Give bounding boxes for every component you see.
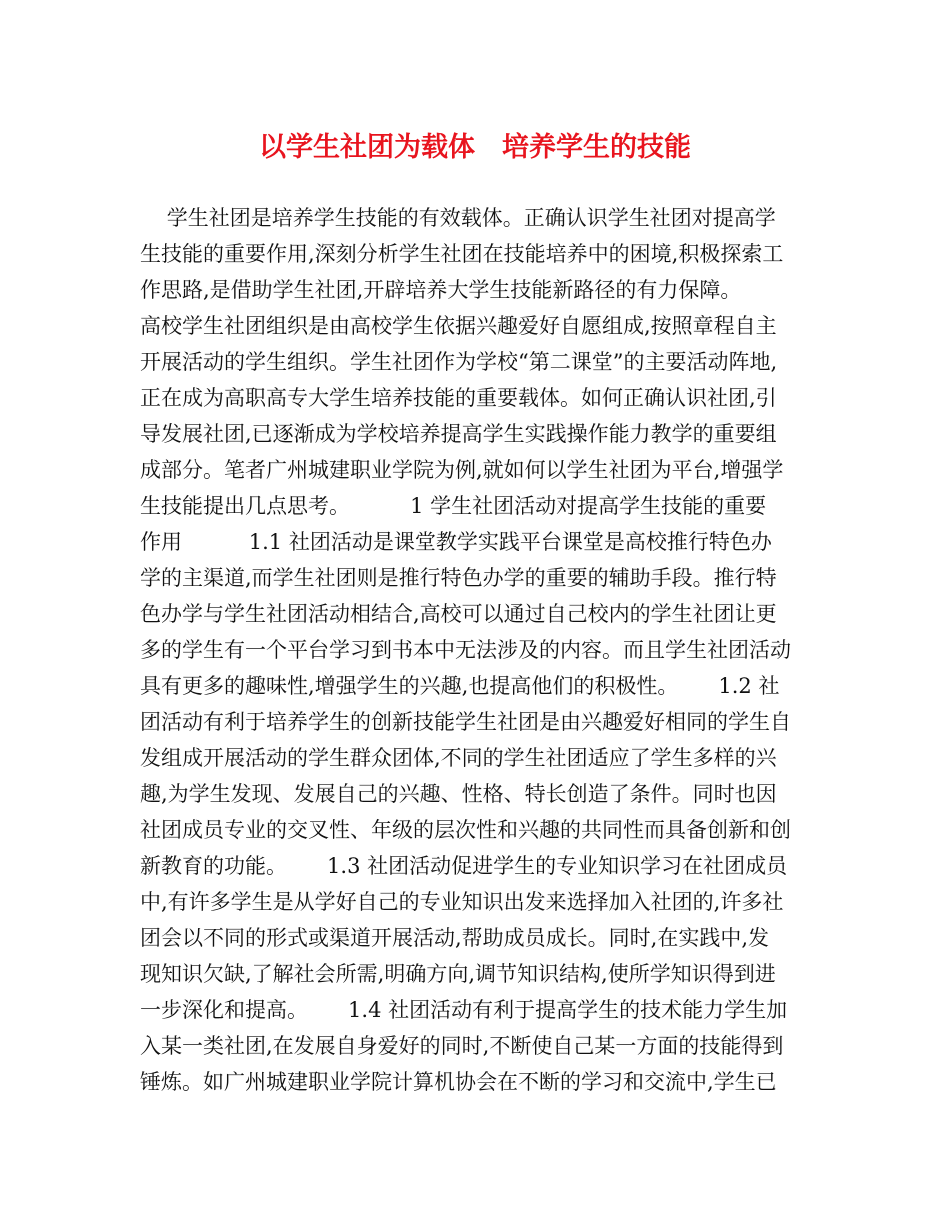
body-line: 多的学生有一个平台学习到书本中无法涉及的内容。而且学生社团活动 <box>140 638 791 662</box>
body-line: 新教育的功能。 1.3 社团活动促进学生的专业知识学习在社团成员 <box>140 854 788 878</box>
body-line: 正在成为高职高专大学生培养技能的重要载体。如何正确认识社团,引 <box>140 386 777 410</box>
body-line: 锤炼。如广州城建职业学院计算机协会在不断的学习和交流中,学生已 <box>140 1070 777 1094</box>
body-line: 开展活动的学生组织。学生社团作为学校“第二课堂”的主要活动阵地, <box>140 350 778 374</box>
body-line: 团活动有利于培养学生的创新技能学生社团是由兴趣爱好相同的学生自 <box>140 710 791 734</box>
body-line: 作思路,是借助学生社团,开辟培养大学生技能新路径的有力保障。 <box>140 278 742 302</box>
body-line: 生技能的重要作用,深刻分析学生社团在技能培养中的困境,积极探索工 <box>140 242 784 266</box>
body-line: 高校学生社团组织是由高校学生依据兴趣爱好自愿组成,按照章程自主 <box>140 314 777 338</box>
body-line: 入某一类社团,在发展自身爱好的同时,不断使自己某一方面的技能得到 <box>140 1034 784 1058</box>
body-line: 色办学与学生社团活动相结合,高校可以通过自己校内的学生社团让更 <box>140 602 777 626</box>
body-line: 生技能提出几点思考。 1 学生社团活动对提高学生技能的重要 <box>140 494 767 518</box>
body-line: 发组成开展活动的学生群众团体,不同的学生社团适应了学生多样的兴 <box>140 746 777 770</box>
body-line: 团会以不同的形式或渠道开展活动,帮助成员成长。同时,在实践中,发 <box>140 926 770 950</box>
body-line: 学的主渠道,而学生社团则是推行特色办学的重要的辅助手段。推行特 <box>140 566 777 590</box>
document-body <box>140 200 812 1100</box>
body-line: 具有更多的趣味性,增强学生的兴趣,也提高他们的积极性。 1.2 社 <box>140 674 780 698</box>
body-line: 学生社团是培养学生技能的有效载体。正确认识学生社团对提高学 <box>140 206 776 230</box>
body-line: 中,有许多学生是从学好自己的专业知识出发来选择加入社团的,许多社 <box>140 890 784 914</box>
body-line: 作用 1.1 社团活动是课堂教学实践平台课堂是高校推行特色办 <box>140 530 772 554</box>
body-line: 现知识欠缺,了解社会所需,明确方向,调节知识结构,使所学知识得到进 <box>140 962 776 986</box>
body-line: 趣,为学生发现、发展自己的兴趣、性格、特长创造了条件。同时也因 <box>140 782 777 806</box>
body-line: 导发展社团,已逐渐成为学校培养提高学生实践操作能力教学的重要组 <box>140 422 777 446</box>
body-line: 社团成员专业的交叉性、年级的层次性和兴趣的共同性而具备创新和创 <box>140 818 791 842</box>
body-line: 一步深化和提高。 1.4 社团活动有利于提高学生的技术能力学生加 <box>140 998 788 1022</box>
body-line: 成部分。笔者广州城建职业学院为例,就如何以学生社团为平台,增强学 <box>140 458 784 482</box>
document-title: 以学生社团为载体 培养学生的技能 <box>259 132 691 163</box>
